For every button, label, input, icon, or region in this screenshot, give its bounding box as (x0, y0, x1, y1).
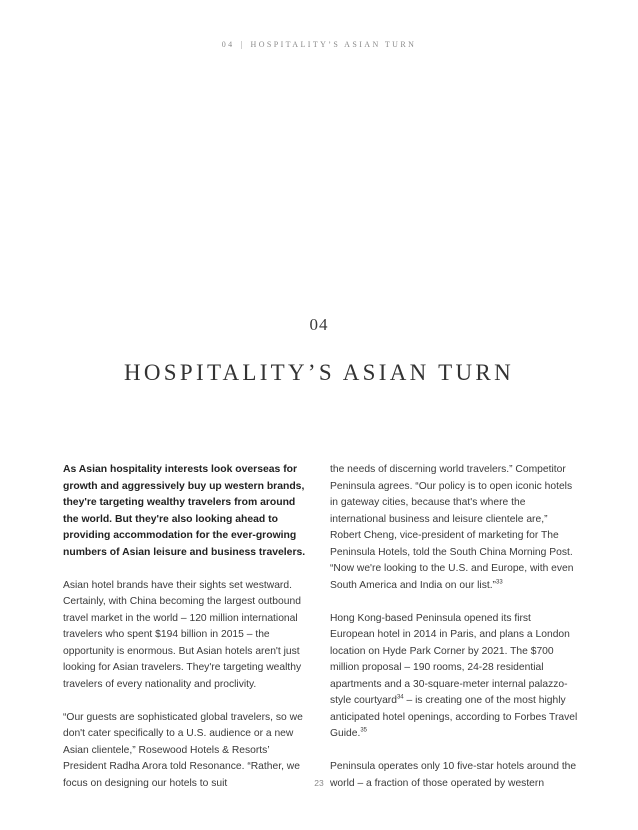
footnote-ref: 34 (396, 694, 404, 701)
footnote-ref: 35 (360, 727, 368, 734)
chapter-number: 04 (309, 315, 329, 334)
body-paragraph (330, 611, 578, 743)
page-number: 23 (314, 778, 324, 788)
paragraph-text: – is creating one of the most highly anticipated hotel openings, according to Forbes Travel Guide. (330, 695, 578, 739)
paragraph-text: Hong Kong-based Peninsula opened its first European hotel in 2014 in Paris, and plans a London location on Hyde Park Corner by 2021. The $700 million proposal – 190 rooms, 24-28 residential apartments and a 30-square-meter internal palazzo-style courtyard (330, 612, 570, 706)
running-header (0, 40, 638, 49)
paragraph-text: the needs of discerning world travelers.” Competitor Peninsula agrees. “Our policy is to open iconic hotels in gateway cities, because that's where the international business and leisure clientele are,” Robert Cheng, vice-president of marketing for The Peninsula Hotels, told the South China Morning Post. “Now we're looking to the U.S. and Europe, with even South America and India on our list.” (330, 464, 574, 591)
body-paragraph: “Our guests are sophisticated global travelers, so we don't cater specifically to a U.S. audience or a new Asian clientele,” Rosewood Hotels & Resorts’ President Radha Arora told Resonance. “Rather, we focus on designing our hotels to suit (63, 711, 303, 789)
right-column (330, 462, 578, 809)
intro-paragraph: As Asian hospitality interests look overseas for growth and aggressively buy up western brands, they're targeting wealthy travelers from around the world. But they're also looking ahead to providing accommodation for the ever-growing numbers of Asian leisure and business travelers. (63, 464, 306, 558)
body-paragraph: Peninsula operates only 10 five-star hotels around the world – a fraction of those operated by western (330, 761, 577, 789)
header-title: HOSPITALITY’S ASIAN TURN (250, 40, 417, 49)
header-separator: | (240, 40, 245, 49)
body-paragraph (330, 462, 578, 594)
chapter-title: HOSPITALITY’S ASIAN TURN (123, 360, 514, 385)
footnote-ref: 33 (496, 579, 503, 586)
header-chapter: 04 (221, 40, 235, 49)
left-column (63, 462, 311, 809)
body-paragraph: Asian hotel brands have their sights set westward. Certainly, with China becoming the largest outbound travel market in the world – 120 million international travelers who spent $194 billion in 2015 – the opportunity is enormous. But Asian hotels aren't just looking for Asian travelers. They're targeting wealthy travelers of every nationality and proclivity. (63, 579, 302, 690)
